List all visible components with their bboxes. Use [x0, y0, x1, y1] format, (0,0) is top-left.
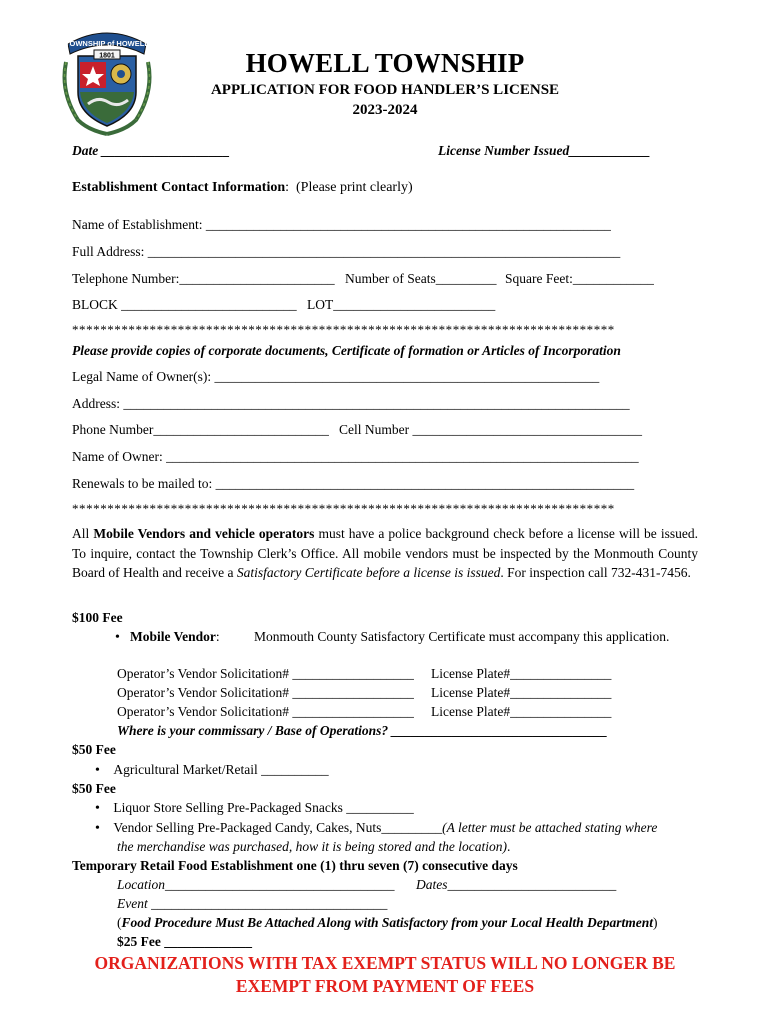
bullet-icon: • [95, 763, 100, 778]
liquor-store-item [95, 800, 414, 817]
mobile-vendor-colon: : [215, 629, 220, 644]
license-year: 2023-2024 [352, 102, 418, 118]
operator-solicitation-field-2[interactable]: Operator’s Vendor Solicitation# __________________ [117, 685, 414, 700]
bullet-icon: • [115, 630, 120, 645]
tax-exempt-notice-line-1: ORGANIZATIONS WITH TAX EXEMPT STATUS WILL NO LONGER BE [94, 953, 676, 973]
commissary-field[interactable]: Where is your commissary / Base of Operations? ________________________________ [117, 723, 608, 738]
date-field[interactable]: Date ___________________ [72, 143, 230, 158]
tax-exempt-notice-line-2: EXEMPT FROM PAYMENT OF FEES [235, 976, 535, 996]
vendor-candy-item [95, 820, 657, 837]
mobile-paragraph-start: All [72, 526, 94, 541]
food-procedure-text: Food Procedure Must Be Attached Along with Satisfactory from your Local Health Department [121, 915, 654, 930]
agricultural-fee: $50 Fee [72, 742, 116, 757]
phone-number-field[interactable]: Phone Number__________________________ [72, 422, 329, 437]
dates-field[interactable]: Dates_________________________ [416, 877, 617, 892]
establishment-heading-text: Establishment Contact Information [72, 180, 286, 195]
cell-number-field[interactable]: Cell Number __________________________________ [339, 422, 642, 437]
mobile-vendor-paragraph [72, 524, 698, 583]
mobile-fee: $100 Fee [72, 610, 123, 625]
operator-solicitation-field-1[interactable]: Operator’s Vendor Solicitation# __________________ [117, 666, 414, 681]
establishment-name-field[interactable]: Name of Establishment: ____________________________________________________________ [72, 217, 611, 232]
seats-field[interactable]: Number of Seats_________ [345, 271, 497, 286]
full-address-field[interactable]: Full Address: ______________________________________________________________________ [72, 244, 621, 259]
block-field[interactable]: BLOCK __________________________ [72, 297, 297, 312]
page-title: HOWELL TOWNSHIP [245, 48, 525, 78]
owner-address-field[interactable]: Address: ___________________________________________________________________________ [72, 396, 630, 411]
divider-stars-1: ***************************************************************************** [72, 322, 615, 337]
seal-emblem-icon [58, 22, 156, 138]
telephone-field[interactable]: Telephone Number:_______________________ [72, 271, 335, 286]
renewals-mailing-field[interactable]: Renewals to be mailed to: ______________________________________________________________ [72, 476, 635, 491]
letter-attached-note-cont-text: the merchandise was purchased, how it is being stored and the location) [117, 839, 507, 854]
establishment-heading-colon: : [285, 180, 290, 195]
license-plate-field-3[interactable]: License Plate#_______________ [431, 704, 612, 719]
temporary-fee: $25 Fee _____________ [117, 934, 252, 949]
lot-field[interactable]: LOT________________________ [307, 297, 496, 312]
seal-banner-text: TOWNSHIP of HOWELL [65, 39, 149, 48]
food-procedure-note [117, 915, 658, 931]
operator-solicitation-field-3[interactable]: Operator’s Vendor Solicitation# __________________ [117, 704, 414, 719]
location-field[interactable]: Location__________________________________ [117, 877, 395, 892]
license-plate-field-2[interactable]: License Plate#_______________ [431, 685, 612, 700]
mobile-paragraph-middle: must have a police background check before a license will be issued. To inquire, contact the Township Clerk’s Office. All mobile vendors must be inspected by the Monmouth County Board of Health and receive a [72, 526, 698, 580]
page-subtitle: APPLICATION FOR FOOD HANDLER’S LICENSE [210, 82, 560, 98]
township-seal [58, 22, 156, 138]
license-plate-field-1[interactable]: License Plate#_______________ [431, 666, 612, 681]
square-feet-field[interactable]: Square Feet:____________ [505, 271, 654, 286]
mobile-vendor-requirement: Monmouth County Satisfactory Certificate must accompany this application. [254, 629, 670, 644]
print-clearly-note: (Please print clearly) [296, 180, 413, 195]
agricultural-item [95, 762, 329, 779]
prepackaged-fee: $50 Fee [72, 781, 116, 796]
legal-owner-name-field[interactable]: Legal Name of Owner(s): _________________________________________________________ [72, 369, 600, 384]
bullet-icon: • [95, 821, 100, 836]
letter-attached-note: (A letter must be attached stating where [442, 820, 658, 835]
vendor-candy-field[interactable]: Vendor Selling Pre-Packaged Candy, Cakes, Nuts_________ [113, 820, 443, 835]
bullet-icon: • [95, 801, 100, 816]
corporate-documents-instructions: Please provide copies of corporate documents, Certificate of formation or Articles of Incorporation [72, 343, 621, 358]
agricultural-market-field[interactable]: Agricultural Market/Retail __________ [113, 762, 329, 777]
mobile-vendor-bullet [115, 629, 220, 646]
letter-attached-note-cont [117, 839, 510, 855]
event-field[interactable]: Event ___________________________________ [117, 896, 388, 911]
temporary-establishment-heading: Temporary Retail Food Establishment one (1) thru seven (7) consecutive days [72, 858, 518, 873]
license-number-field[interactable]: License Number Issued____________ [438, 143, 651, 158]
mobile-vendors-bold: Mobile Vendors and vehicle operators [93, 526, 315, 541]
mobile-paragraph-end: . For inspection call 732-431-7456. [500, 565, 691, 580]
mobile-vendor-label: Mobile Vendor [130, 629, 216, 644]
owner-name-field[interactable]: Name of Owner: ______________________________________________________________________ [72, 449, 639, 464]
seal-year-text: 1801 [99, 52, 115, 60]
divider-stars-2: ***************************************************************************** [72, 501, 615, 516]
procedure-open-paren: ( [117, 915, 122, 930]
satisfactory-certificate-italic: Satisfactory Certificate before a license is issued [236, 565, 501, 580]
letter-note-period: . [506, 839, 511, 854]
liquor-store-field[interactable]: Liquor Store Selling Pre-Packaged Snacks __________ [113, 800, 414, 815]
procedure-close-paren: ) [653, 915, 658, 930]
establishment-heading [72, 180, 413, 196]
